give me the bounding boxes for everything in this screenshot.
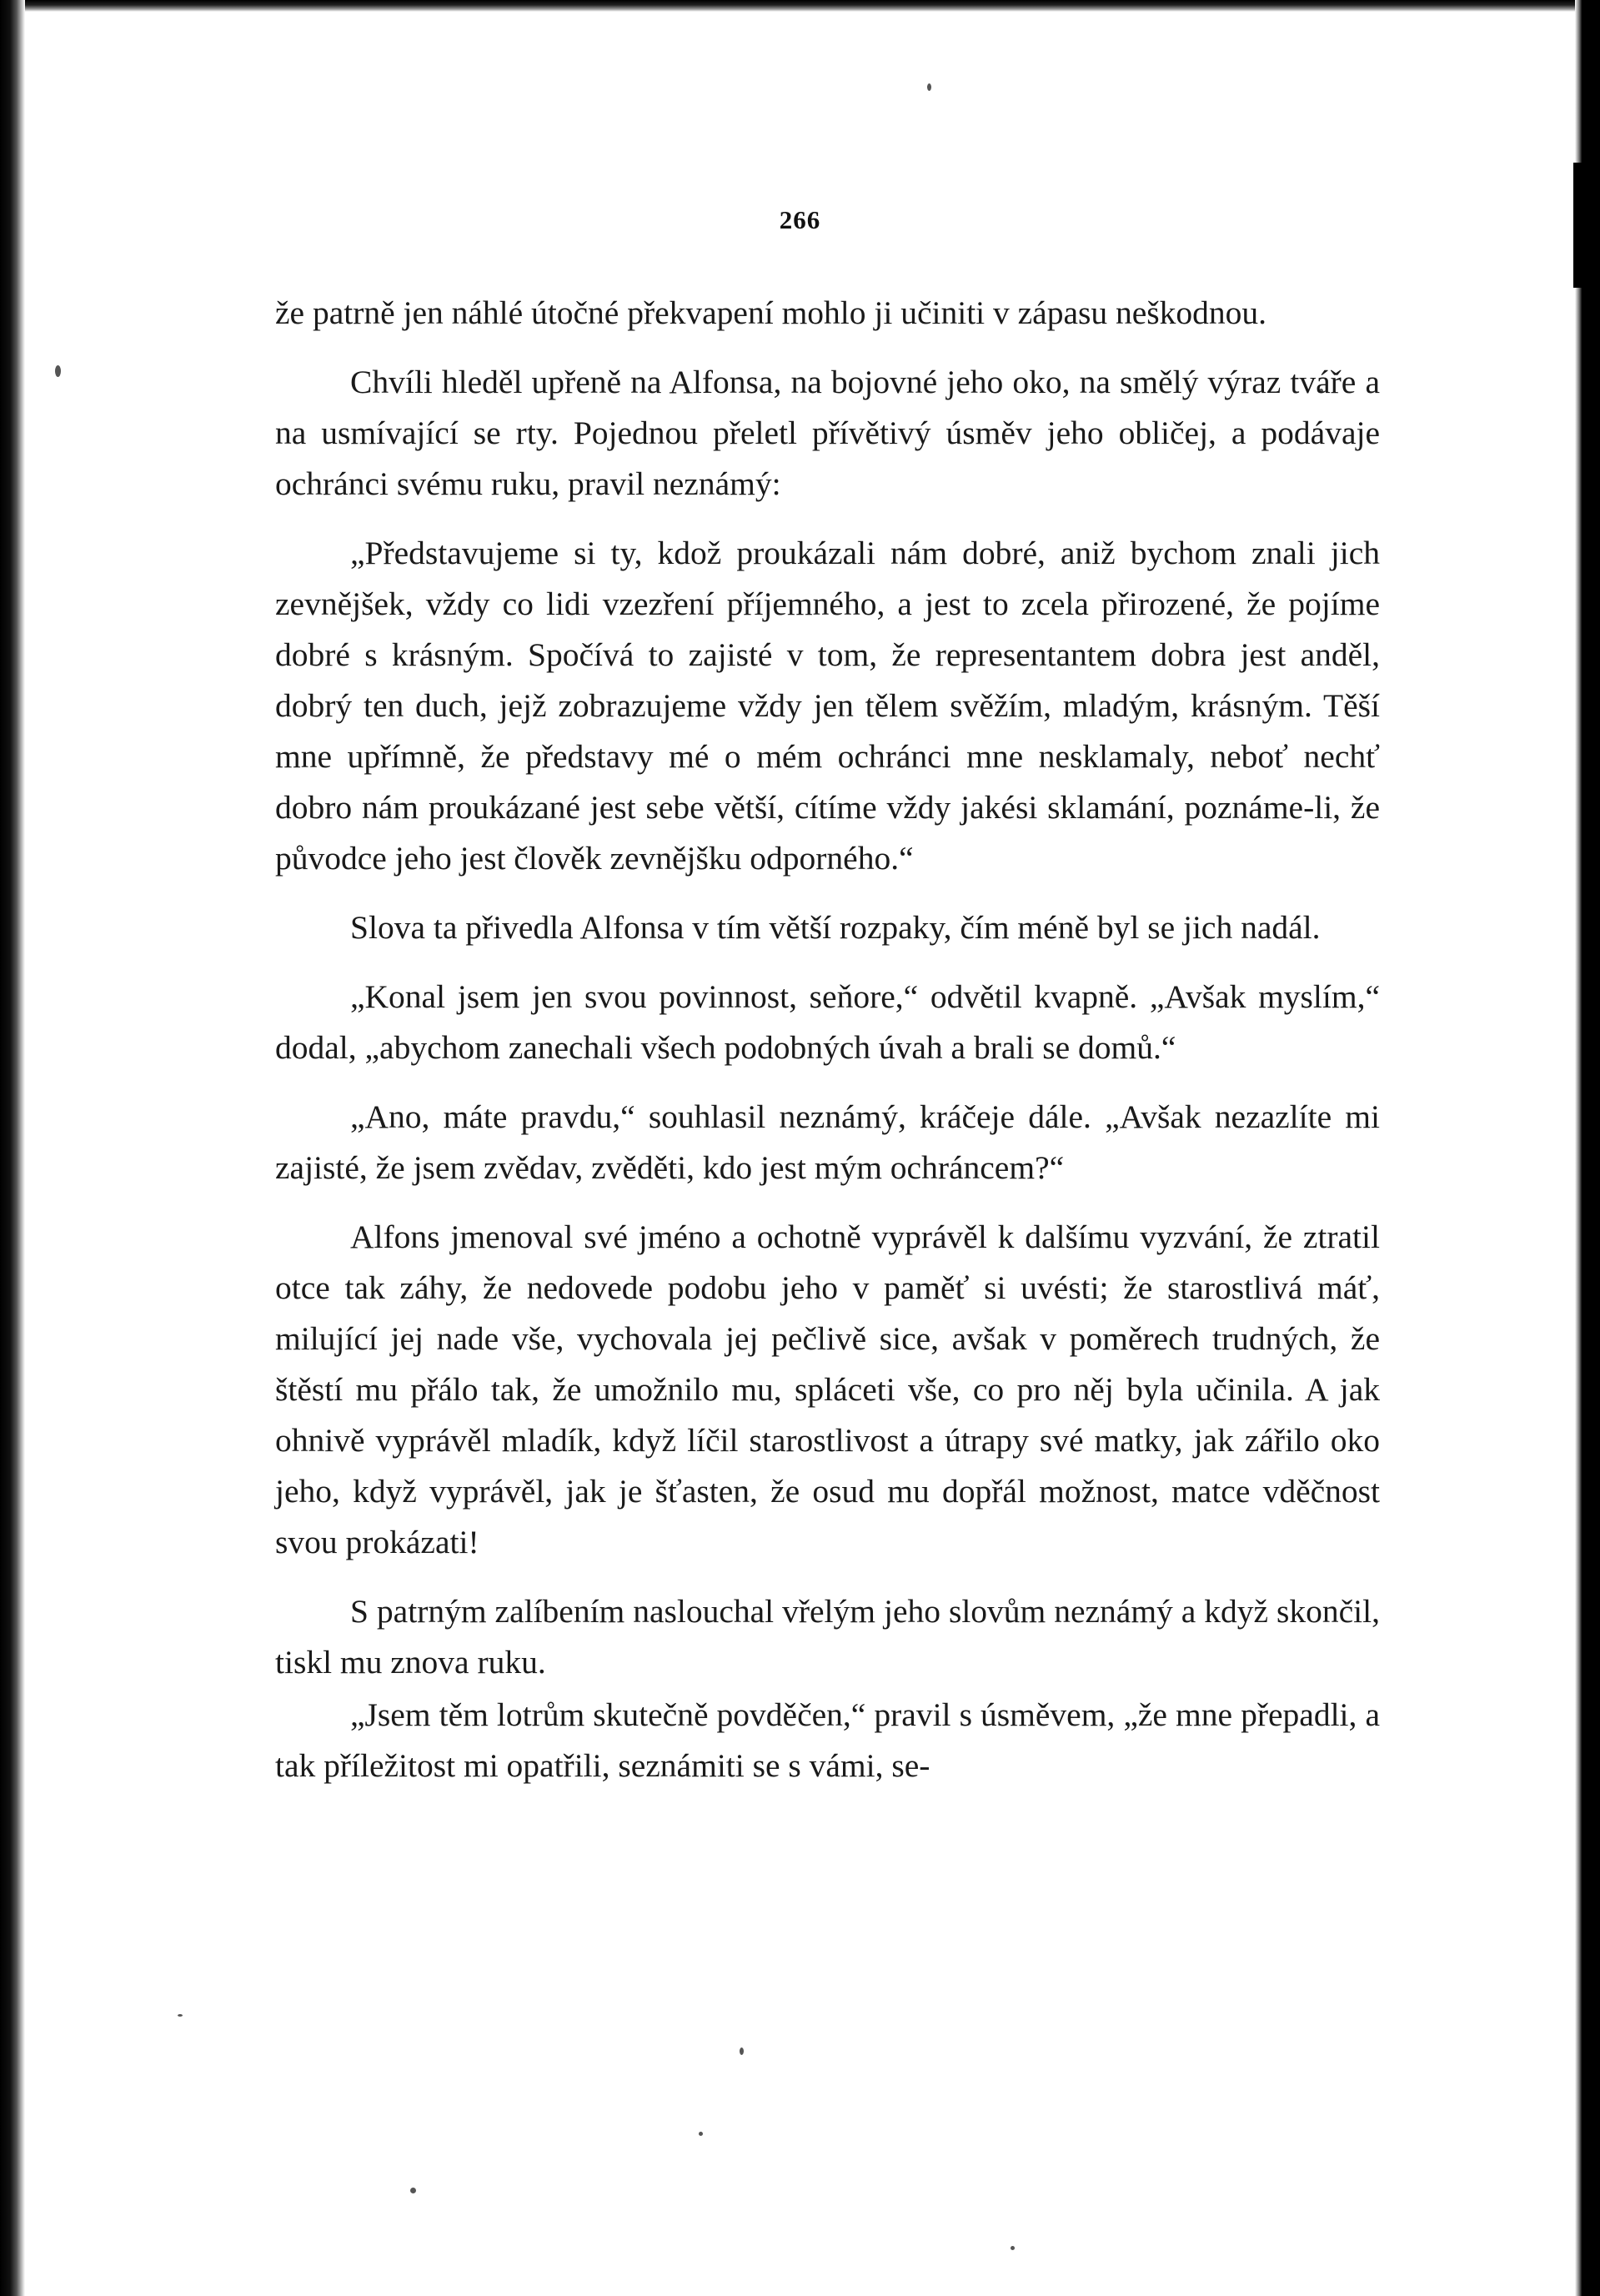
scan-speck bbox=[55, 365, 61, 377]
scan-right-border bbox=[1582, 0, 1600, 2296]
scan-speck bbox=[178, 2014, 183, 2017]
paragraph-dialogue: „Konal jsem jen svou povinnost, seňore,“ odvětil kvapně. „Avšak myslím,“ dodal, „abychom zanechali všech podobných úvah a brali se domů.“ bbox=[275, 978, 1380, 1066]
paragraph-dialogue: „Jsem těm lotrům skutečně povděčen,“ pravil s úsměvem, „že mne přepadli, a tak příležitost mi opatřili, seznámiti se s vámi, se- bbox=[275, 1696, 1380, 1784]
scan-left-border bbox=[0, 0, 25, 2296]
scan-speck bbox=[699, 2132, 703, 2136]
paragraph: S patrným zalíbením naslouchal vřelým jeho slovům neznámý a když skončil, tiskl mu znova ruku. bbox=[275, 1593, 1380, 1681]
paragraph: Alfons jmenoval své jméno a ochotně vyprávěl k dalšímu vyzvání, že ztratil otce tak záhy, že nedovede podobu jeho v paměť si uvésti; že starostlivá máť, milující jej nade vše, vychovala jej pečlivě sice, avšak v poměrech trudných, že štěstí mu přálo tak, že umožnilo mu, spláceti vše, co pro něj byla učinila. A jak ohnivě vyprávěl mladík, když líčil starostlivost a útrapy své matky, jak zářilo oko jeho, když vyprávěl, jak je šťasten, že osud mu dopřál možnost, matce vděčnost svou prokázati! bbox=[275, 1218, 1380, 1560]
scan-speck bbox=[1011, 2246, 1015, 2250]
scan-right-shadow bbox=[1575, 0, 1582, 2296]
paragraph-speech: „Představujeme si ty, kdož proukázali nám dobré, aniž bychom znali jich zevnějšek, vždy co lidi vzezření příjemného, a jest to zcela přirozené, že pojíme dobré s krásným. Spočívá to zajisté v tom, že representantem dobra jest anděl, dobrý ten duch, jejž zobrazujeme vždy jen tělem svěžím, mladým, krásným. Těší mne upřímně, že představy mé o mém ochránci mne nesklamaly, neboť nechť dobro nám proukázané jest sebe větší, cítíme vždy jakési sklamání, poznáme-li, že původce jeho jest člověk zevnějšku odporného.“ bbox=[275, 535, 1380, 877]
scan-top-border bbox=[0, 0, 1600, 12]
scan-speck bbox=[740, 2047, 744, 2055]
paragraph: Slova ta přivedla Alfonsa v tím větší rozpaky, čím méně byl se jich nadál. bbox=[350, 909, 1321, 946]
scan-speck bbox=[927, 83, 931, 91]
scan-speck bbox=[410, 2188, 416, 2193]
paragraph: Chvíli hleděl upřeně na Alfonsa, na bojovné jeho oko, na smělý výraz tváře a na usmívající se rty. Pojednou přeletl přívětivý úsměv jeho obličej, a podávaje ochránci svému ruku, pravil neznámý: bbox=[275, 364, 1380, 502]
paragraph-dialogue: „Ano, máte pravdu,“ souhlasil neznámý, kráčeje dále. „Avšak nezazlíte mi zajisté, že jsem zvědav, zvěděti, kdo jest mým ochráncem?“ bbox=[275, 1098, 1380, 1186]
body-text bbox=[275, 288, 1380, 1810]
paragraph-continuation: že patrně jen náhlé útočné překvapení mohlo ji učiniti v zápasu neškodnou. bbox=[275, 294, 1267, 331]
page-number: 266 bbox=[779, 205, 821, 234]
